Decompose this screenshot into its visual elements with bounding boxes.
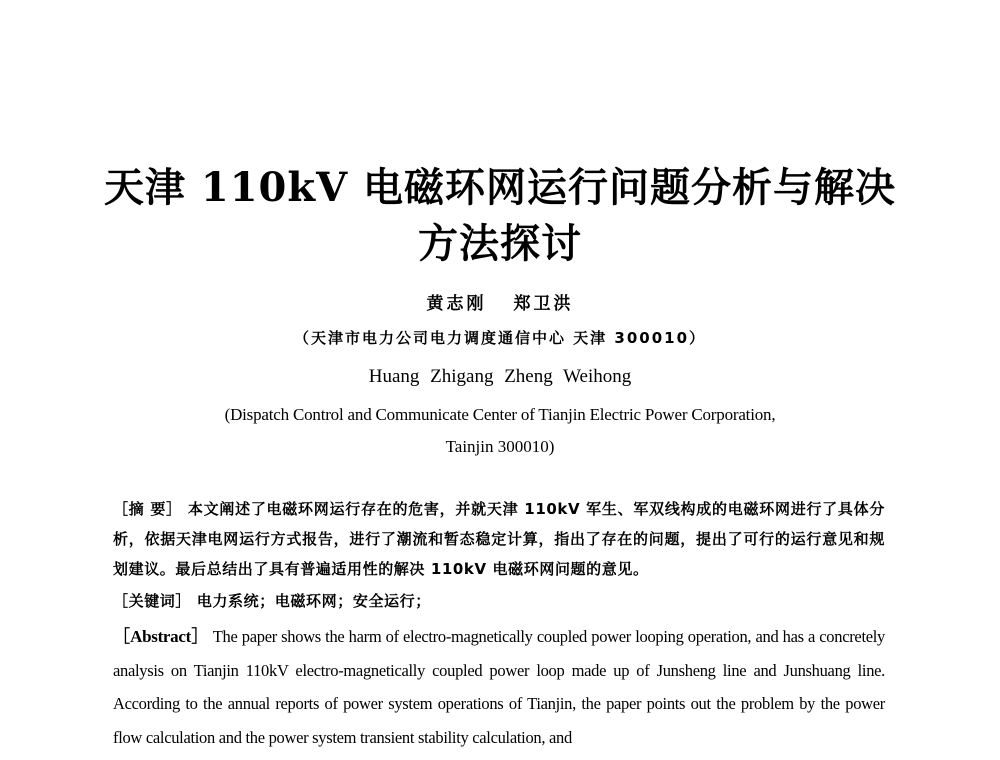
keywords-chinese-text: 电力系统；电磁环网；安全运行； — [196, 592, 431, 610]
abstract-english-text: The paper shows the harm of electro-magnetically coupled power looping operation, and has a concretely analysis on Tianjin 110kV electro-magnetically coupled power loop made up of Junsheng line and Junshuang line. According to the annual reports of power system operations of Tianjin, the paper points out the problem by the power flow calculation and the power system transient stability calculation, and — [113, 627, 885, 747]
affiliation-english-line-2: Tainjin 300010) — [445, 437, 555, 456]
abstract-chinese — [113, 494, 885, 584]
authors-english: Huang Zhigang Zheng Weihong — [368, 366, 632, 387]
authors-chinese: 黄志刚 郑卫洪 — [426, 294, 574, 314]
keywords-chinese — [113, 590, 431, 611]
affiliation-english-line-1: (Dispatch Control and Communicate Center of Tianjin Electric Power Corporation, — [224, 405, 776, 424]
affiliation-chinese: （天津市电力公司电力调度通信中心 天津 300010） — [293, 329, 707, 347]
paper-title-line-2: 方法探讨 — [418, 220, 582, 267]
abstract-english — [113, 620, 885, 754]
keywords-chinese-label: ［关键词］ — [113, 592, 192, 610]
paper-title-line-1: 天津 110kV 电磁环网运行问题分析与解决 — [103, 164, 897, 211]
abstract-chinese-text: 本文阐述了电磁环网运行存在的危害，并就天津 110kV 军生、军双线构成的电磁环网进行了具体分析，依据天津电网运行方式报告，进行了潮流和暂态稳定计算，指出了存在的问题，提出了可行的运行意见和规划建议。最后总结出了具有普遍适用性的解决 110kV 电磁环网问题的意见。 — [113, 500, 885, 578]
abstract-english-label: ［Abstract］ — [113, 627, 209, 646]
abstract-chinese-label: ［摘 要］ — [113, 500, 182, 518]
